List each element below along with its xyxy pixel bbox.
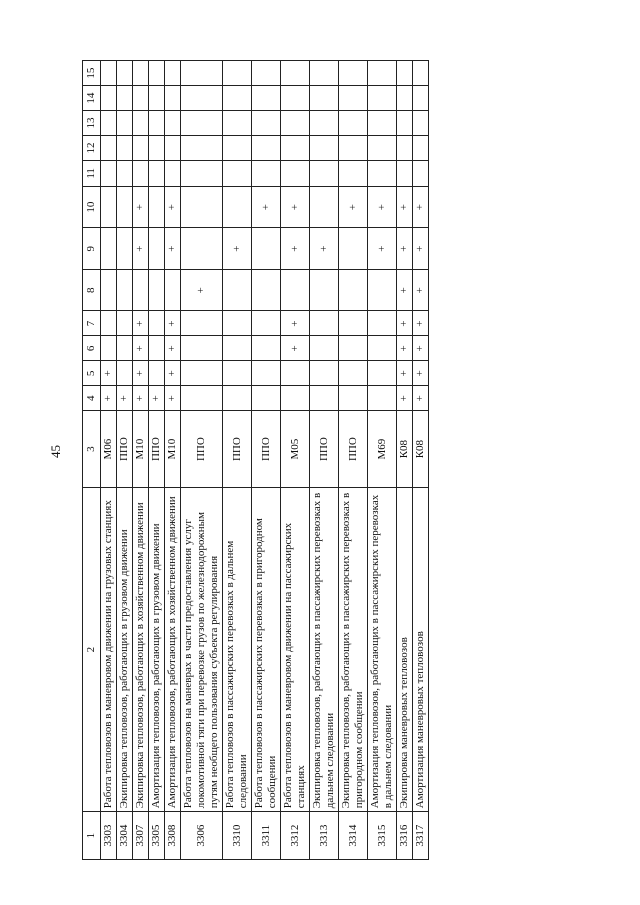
mark-cell-col-8 — [368, 269, 397, 311]
mark-cell-col-9: + — [413, 228, 429, 270]
mark-cell-col-4: + — [117, 386, 133, 411]
row-number-cell: 3310 — [223, 812, 252, 860]
mark-cell-col-10 — [101, 186, 117, 228]
mark-cell-col-4: + — [101, 386, 117, 411]
mark-cell-col-5 — [339, 361, 368, 386]
mark-cell-col-10: + — [339, 186, 368, 228]
table-row — [133, 61, 149, 860]
description-cell: Экипировка маневровых тепловозов — [397, 488, 413, 812]
mark-cell-col-15 — [281, 61, 310, 86]
row-number-cell: 3311 — [252, 812, 281, 860]
mark-cell-col-10 — [181, 186, 223, 228]
mark-cell-col-9 — [101, 228, 117, 270]
column-header-15: 15 — [83, 61, 101, 86]
description-cell: Экипировка тепловозов, работающих в пассажирских перевозках в дальнем следовании — [310, 488, 339, 812]
mark-cell-col-9 — [252, 228, 281, 270]
mark-cell-col-13 — [310, 111, 339, 136]
mark-cell-col-4: + — [413, 386, 429, 411]
mark-cell-col-10: + — [397, 186, 413, 228]
mark-cell-col-7 — [117, 311, 133, 336]
mark-cell-col-13 — [101, 111, 117, 136]
column-header-2: 2 — [83, 488, 101, 812]
mark-cell-col-11 — [413, 160, 429, 186]
table-row — [310, 61, 339, 860]
table-row — [339, 61, 368, 860]
mark-cell-col-4 — [223, 386, 252, 411]
mark-cell-col-5: + — [413, 361, 429, 386]
mark-cell-col-4 — [252, 386, 281, 411]
mark-cell-col-12 — [181, 135, 223, 160]
mark-cell-col-14 — [397, 86, 413, 111]
description-cell: Работа тепловозов в маневровом движении на грузовых станциях — [101, 488, 117, 812]
mark-cell-col-13 — [181, 111, 223, 136]
mark-cell-col-13 — [413, 111, 429, 136]
mark-cell-col-4: + — [165, 386, 181, 411]
mark-cell-col-9: + — [368, 228, 397, 270]
mark-cell-col-15 — [223, 61, 252, 86]
mark-cell-col-6: + — [165, 336, 181, 361]
mark-cell-col-9 — [117, 228, 133, 270]
column-header-3: 3 — [83, 411, 101, 488]
mark-cell-col-13 — [165, 111, 181, 136]
mark-cell-col-7 — [368, 311, 397, 336]
description-cell: Амортизация маневровых тепловозов — [413, 488, 429, 812]
mark-cell-col-6 — [252, 336, 281, 361]
mark-cell-col-13 — [368, 111, 397, 136]
row-number-cell: 3317 — [413, 812, 429, 860]
mark-cell-col-12 — [133, 135, 149, 160]
table-row — [397, 61, 413, 860]
row-number-cell: 3305 — [149, 812, 165, 860]
mark-cell-col-14 — [101, 86, 117, 111]
mark-cell-col-6 — [223, 336, 252, 361]
mark-cell-col-7 — [339, 311, 368, 336]
mark-cell-col-6 — [117, 336, 133, 361]
mark-cell-col-5 — [149, 361, 165, 386]
mark-cell-col-9 — [181, 228, 223, 270]
mark-cell-col-6: + — [133, 336, 149, 361]
mark-cell-col-6 — [310, 336, 339, 361]
data-table — [82, 60, 429, 860]
description-cell: Амортизация тепловозов, работающих в пассажирских перевозках в дальнем следовании — [368, 488, 397, 812]
mark-cell-col-11 — [181, 160, 223, 186]
row-number-cell: 3313 — [310, 812, 339, 860]
code-cell: ППО — [223, 411, 252, 488]
description-cell: Амортизация тепловозов, работающих в хозяйственном движении — [165, 488, 181, 812]
mark-cell-col-10 — [223, 186, 252, 228]
mark-cell-col-10: + — [165, 186, 181, 228]
description-cell: Экипировка тепловозов, работающих в грузовом движении — [117, 488, 133, 812]
mark-cell-col-11 — [281, 160, 310, 186]
mark-cell-col-7 — [223, 311, 252, 336]
mark-cell-col-5: + — [101, 361, 117, 386]
mark-cell-col-15 — [413, 61, 429, 86]
row-number-cell: 3314 — [339, 812, 368, 860]
mark-cell-col-15 — [181, 61, 223, 86]
mark-cell-col-12 — [368, 135, 397, 160]
mark-cell-col-9 — [339, 228, 368, 270]
mark-cell-col-10: + — [368, 186, 397, 228]
mark-cell-col-13 — [149, 111, 165, 136]
mark-cell-col-11 — [339, 160, 368, 186]
mark-cell-col-5 — [281, 361, 310, 386]
mark-cell-col-7: + — [413, 311, 429, 336]
mark-cell-col-11 — [117, 160, 133, 186]
mark-cell-col-9: + — [281, 228, 310, 270]
mark-cell-col-9 — [149, 228, 165, 270]
mark-cell-col-7 — [310, 311, 339, 336]
mark-cell-col-13 — [117, 111, 133, 136]
mark-cell-col-13 — [252, 111, 281, 136]
mark-cell-col-8 — [339, 269, 368, 311]
description-cell: Работа тепловозов на маневрах в части предоставления услуг локомотивной тяги при перевозке грузов по железнодорожным путям необщего пользования субъекта регулирования — [181, 488, 223, 812]
mark-cell-col-12 — [310, 135, 339, 160]
mark-cell-col-4 — [281, 386, 310, 411]
mark-cell-col-9: + — [133, 228, 149, 270]
code-cell: ППО — [252, 411, 281, 488]
code-cell: М10 — [133, 411, 149, 488]
mark-cell-col-10: + — [281, 186, 310, 228]
mark-cell-col-8 — [223, 269, 252, 311]
mark-cell-col-12 — [117, 135, 133, 160]
mark-cell-col-11 — [101, 160, 117, 186]
column-header-11: 11 — [83, 160, 101, 186]
mark-cell-col-12 — [165, 135, 181, 160]
mark-cell-col-6 — [181, 336, 223, 361]
table-row — [368, 61, 397, 860]
mark-cell-col-9: + — [397, 228, 413, 270]
mark-cell-col-10 — [149, 186, 165, 228]
mark-cell-col-14 — [181, 86, 223, 111]
mark-cell-col-14 — [223, 86, 252, 111]
mark-cell-col-7 — [101, 311, 117, 336]
mark-cell-col-8 — [117, 269, 133, 311]
mark-cell-col-15 — [368, 61, 397, 86]
code-cell: М69 — [368, 411, 397, 488]
table-row — [165, 61, 181, 860]
mark-cell-col-10 — [117, 186, 133, 228]
mark-cell-col-15 — [310, 61, 339, 86]
mark-cell-col-12 — [101, 135, 117, 160]
mark-cell-col-15 — [165, 61, 181, 86]
column-header-9: 9 — [83, 228, 101, 270]
mark-cell-col-14 — [252, 86, 281, 111]
mark-cell-col-5: + — [165, 361, 181, 386]
mark-cell-col-8: + — [397, 269, 413, 311]
mark-cell-col-4 — [368, 386, 397, 411]
mark-cell-col-12 — [397, 135, 413, 160]
mark-cell-col-5: + — [133, 361, 149, 386]
code-cell: ППО — [117, 411, 133, 488]
header-row — [83, 61, 101, 860]
mark-cell-col-7: + — [397, 311, 413, 336]
code-cell: М10 — [165, 411, 181, 488]
page-number: 45 — [48, 445, 63, 458]
table-body — [101, 61, 429, 860]
code-cell: ППО — [181, 411, 223, 488]
mark-cell-col-8: + — [181, 269, 223, 311]
mark-cell-col-6 — [149, 336, 165, 361]
mark-cell-col-5 — [117, 361, 133, 386]
column-header-8: 8 — [83, 269, 101, 311]
column-header-10: 10 — [83, 186, 101, 228]
mark-cell-col-15 — [117, 61, 133, 86]
mark-cell-col-13 — [339, 111, 368, 136]
column-header-1: 1 — [83, 812, 101, 860]
description-cell: Экипировка тепловозов, работающих в хозяйственном движении — [133, 488, 149, 812]
description-cell: Работа тепловозов в пассажирских перевозках в дальнем следовании — [223, 488, 252, 812]
mark-cell-col-15 — [339, 61, 368, 86]
mark-cell-col-7: + — [133, 311, 149, 336]
mark-cell-col-11 — [310, 160, 339, 186]
mark-cell-col-14 — [310, 86, 339, 111]
mark-cell-col-13 — [133, 111, 149, 136]
rotated-table-area — [82, 60, 607, 860]
table-row — [149, 61, 165, 860]
mark-cell-col-10: + — [413, 186, 429, 228]
mark-cell-col-6 — [368, 336, 397, 361]
mark-cell-col-12 — [149, 135, 165, 160]
column-header-5: 5 — [83, 361, 101, 386]
mark-cell-col-8 — [149, 269, 165, 311]
mark-cell-col-14 — [133, 86, 149, 111]
mark-cell-col-8 — [252, 269, 281, 311]
table-row — [413, 61, 429, 860]
mark-cell-col-10: + — [252, 186, 281, 228]
mark-cell-col-7 — [181, 311, 223, 336]
mark-cell-col-15 — [133, 61, 149, 86]
table-row — [223, 61, 252, 860]
mark-cell-col-7 — [252, 311, 281, 336]
mark-cell-col-5: + — [397, 361, 413, 386]
row-number-cell: 3307 — [133, 812, 149, 860]
mark-cell-col-11 — [252, 160, 281, 186]
mark-cell-col-6: + — [281, 336, 310, 361]
row-number-cell: 3315 — [368, 812, 397, 860]
mark-cell-col-4 — [181, 386, 223, 411]
description-cell: Экипировка тепловозов, работающих в пассажирских перевозках в пригородном сообщении — [339, 488, 368, 812]
mark-cell-col-15 — [252, 61, 281, 86]
mark-cell-col-4 — [339, 386, 368, 411]
mark-cell-col-14 — [368, 86, 397, 111]
row-number-cell: 3312 — [281, 812, 310, 860]
row-number-cell: 3304 — [117, 812, 133, 860]
table-row — [181, 61, 223, 860]
column-header-12: 12 — [83, 135, 101, 160]
mark-cell-col-10 — [310, 186, 339, 228]
mark-cell-col-8 — [101, 269, 117, 311]
table-row — [281, 61, 310, 860]
description-cell: Работа тепловозов в маневровом движении на пассажирских станциях — [281, 488, 310, 812]
mark-cell-col-5 — [181, 361, 223, 386]
mark-cell-col-7 — [149, 311, 165, 336]
code-cell: ППО — [310, 411, 339, 488]
mark-cell-col-4 — [310, 386, 339, 411]
mark-cell-col-8 — [310, 269, 339, 311]
mark-cell-col-12 — [252, 135, 281, 160]
code-cell: К08 — [397, 411, 413, 488]
code-cell: М05 — [281, 411, 310, 488]
mark-cell-col-14 — [165, 86, 181, 111]
column-header-7: 7 — [83, 311, 101, 336]
code-cell: К08 — [413, 411, 429, 488]
mark-cell-col-12 — [223, 135, 252, 160]
mark-cell-col-6: + — [413, 336, 429, 361]
mark-cell-col-14 — [149, 86, 165, 111]
column-header-13: 13 — [83, 111, 101, 136]
mark-cell-col-4: + — [149, 386, 165, 411]
row-number-cell: 3306 — [181, 812, 223, 860]
table-row — [252, 61, 281, 860]
mark-cell-col-14 — [281, 86, 310, 111]
mark-cell-col-5 — [223, 361, 252, 386]
column-header-6: 6 — [83, 336, 101, 361]
mark-cell-col-12 — [413, 135, 429, 160]
table-row — [117, 61, 133, 860]
mark-cell-col-11 — [368, 160, 397, 186]
mark-cell-col-15 — [397, 61, 413, 86]
mark-cell-col-6: + — [397, 336, 413, 361]
mark-cell-col-7: + — [165, 311, 181, 336]
mark-cell-col-6 — [339, 336, 368, 361]
code-cell: ППО — [149, 411, 165, 488]
mark-cell-col-5 — [252, 361, 281, 386]
mark-cell-col-15 — [149, 61, 165, 86]
column-header-14: 14 — [83, 86, 101, 111]
mark-cell-col-13 — [223, 111, 252, 136]
description-cell: Работа тепловозов в пассажирских перевозках в пригородном сообщении — [252, 488, 281, 812]
mark-cell-col-11 — [223, 160, 252, 186]
column-header-4: 4 — [83, 386, 101, 411]
mark-cell-col-11 — [133, 160, 149, 186]
mark-cell-col-12 — [281, 135, 310, 160]
mark-cell-col-11 — [149, 160, 165, 186]
mark-cell-col-8 — [165, 269, 181, 311]
mark-cell-col-8: + — [413, 269, 429, 311]
mark-cell-col-15 — [101, 61, 117, 86]
mark-cell-col-14 — [339, 86, 368, 111]
mark-cell-col-9: + — [223, 228, 252, 270]
mark-cell-col-12 — [339, 135, 368, 160]
mark-cell-col-8 — [133, 269, 149, 311]
row-number-cell: 3303 — [101, 812, 117, 860]
mark-cell-col-9: + — [310, 228, 339, 270]
mark-cell-col-14 — [413, 86, 429, 111]
mark-cell-col-7: + — [281, 311, 310, 336]
mark-cell-col-9: + — [165, 228, 181, 270]
code-cell: М06 — [101, 411, 117, 488]
mark-cell-col-4: + — [397, 386, 413, 411]
mark-cell-col-11 — [165, 160, 181, 186]
mark-cell-col-11 — [397, 160, 413, 186]
row-number-cell: 3316 — [397, 812, 413, 860]
mark-cell-col-5 — [368, 361, 397, 386]
row-number-cell: 3308 — [165, 812, 181, 860]
mark-cell-col-8 — [281, 269, 310, 311]
mark-cell-col-14 — [117, 86, 133, 111]
table-row — [101, 61, 117, 860]
mark-cell-col-10: + — [133, 186, 149, 228]
mark-cell-col-5 — [310, 361, 339, 386]
code-cell: ППО — [339, 411, 368, 488]
mark-cell-col-13 — [397, 111, 413, 136]
mark-cell-col-13 — [281, 111, 310, 136]
mark-cell-col-4: + — [133, 386, 149, 411]
mark-cell-col-6 — [101, 336, 117, 361]
description-cell: Амортизация тепловозов, работающих в грузовом движении — [149, 488, 165, 812]
